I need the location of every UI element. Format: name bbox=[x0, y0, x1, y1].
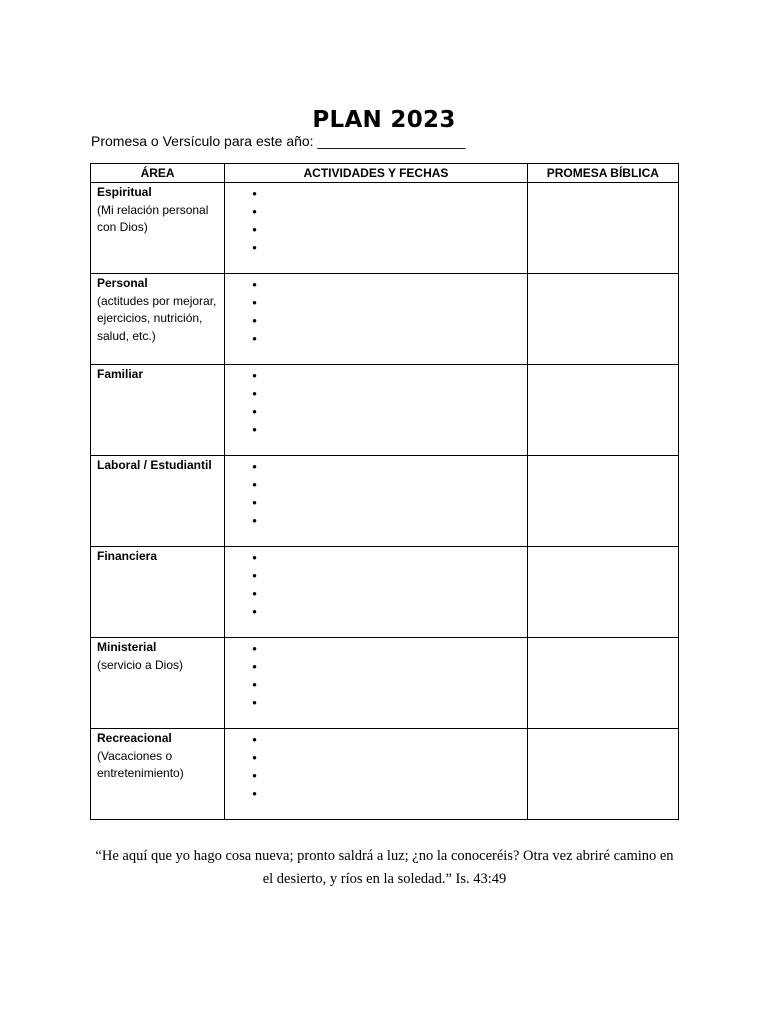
activities-list bbox=[225, 547, 527, 621]
header-activities: ACTIVIDADES Y FECHAS bbox=[225, 164, 528, 183]
area-name: Espiritual bbox=[97, 185, 152, 199]
bullet-item: • bbox=[252, 240, 257, 255]
bullet-item: • bbox=[252, 695, 257, 710]
area-cell bbox=[91, 729, 225, 820]
area-name: Laboral / Estudiantil bbox=[97, 458, 212, 472]
bible-quote: “He aquí que yo hago cosa nueva; pronto saldrá a luz; ¿no la conoceréis? Otra vez abriré camino en el desierto, y ríos en la soledad.” Is. 43:49 bbox=[95, 848, 674, 887]
promise-cell[interactable] bbox=[527, 456, 678, 547]
area-cell bbox=[91, 547, 225, 638]
activities-cell[interactable] bbox=[225, 547, 528, 638]
bullet-item: • bbox=[252, 386, 257, 401]
promise-cell[interactable] bbox=[527, 547, 678, 638]
area-name: Recreacional bbox=[97, 731, 172, 745]
area-name: Ministerial bbox=[97, 640, 157, 654]
bullet-item: • bbox=[252, 277, 257, 292]
bullet-item: • bbox=[252, 295, 257, 310]
area-cell bbox=[91, 638, 225, 729]
table-header-row bbox=[91, 164, 679, 183]
bullet-item: • bbox=[252, 659, 257, 674]
bullet-item: • bbox=[252, 732, 257, 747]
bullet-item: • bbox=[252, 786, 257, 801]
header-area: ÁREA bbox=[91, 164, 225, 183]
bullet-item: • bbox=[252, 477, 257, 492]
bullet-item: • bbox=[252, 550, 257, 565]
bullet-item: • bbox=[252, 586, 257, 601]
table-row bbox=[91, 183, 679, 274]
area-cell bbox=[91, 183, 225, 274]
activities-cell[interactable] bbox=[225, 274, 528, 365]
area-cell bbox=[91, 365, 225, 456]
promise-verse-line: Promesa o Versículo para este año: ___________________ bbox=[91, 133, 466, 149]
activities-cell[interactable] bbox=[225, 456, 528, 547]
promise-cell[interactable] bbox=[527, 274, 678, 365]
bullet-item: • bbox=[252, 513, 257, 528]
table-row bbox=[91, 547, 679, 638]
table-row bbox=[91, 638, 679, 729]
area-name: Familiar bbox=[97, 367, 144, 381]
activities-list bbox=[225, 456, 527, 530]
area-cell bbox=[91, 274, 225, 365]
promise-cell[interactable] bbox=[527, 729, 678, 820]
bullet-item: • bbox=[252, 404, 257, 419]
area-description: (Mi relación personal con Dios) bbox=[97, 202, 209, 234]
bullet-item: • bbox=[252, 768, 257, 783]
bullet-item: • bbox=[252, 459, 257, 474]
bullet-item: • bbox=[252, 422, 257, 437]
table-row bbox=[91, 729, 679, 820]
activities-list bbox=[225, 638, 527, 712]
area-description: (actitudes por mejorar, ejercicios, nutrición, salud, etc.) bbox=[97, 293, 217, 343]
bullet-item: • bbox=[252, 368, 257, 383]
plan-table bbox=[90, 163, 679, 820]
area-name: Personal bbox=[97, 276, 148, 290]
bullet-item: • bbox=[252, 204, 257, 219]
activities-list bbox=[225, 729, 527, 803]
activities-cell[interactable] bbox=[225, 183, 528, 274]
area-name: Financiera bbox=[97, 549, 158, 563]
promise-cell[interactable] bbox=[527, 365, 678, 456]
activities-list bbox=[225, 183, 527, 257]
header-promise: PROMESA BÍBLICA bbox=[527, 164, 678, 183]
activities-cell[interactable] bbox=[225, 729, 528, 820]
bullet-item: • bbox=[252, 495, 257, 510]
activities-list bbox=[225, 365, 527, 439]
promise-cell[interactable] bbox=[527, 638, 678, 729]
table-row bbox=[91, 456, 679, 547]
bullet-item: • bbox=[252, 186, 257, 201]
bullet-item: • bbox=[252, 750, 257, 765]
bullet-item: • bbox=[252, 604, 257, 619]
table-row bbox=[91, 274, 679, 365]
area-description: (servicio a Dios) bbox=[97, 657, 184, 672]
table-row bbox=[91, 365, 679, 456]
bullet-item: • bbox=[252, 331, 257, 346]
activities-cell[interactable] bbox=[225, 638, 528, 729]
promise-cell[interactable] bbox=[527, 183, 678, 274]
bullet-item: • bbox=[252, 313, 257, 328]
bullet-item: • bbox=[252, 677, 257, 692]
page-title: PLAN 2023 bbox=[312, 107, 456, 134]
bullet-item: • bbox=[252, 641, 257, 656]
activities-cell[interactable] bbox=[225, 365, 528, 456]
area-description: (Vacaciones o entretenimiento) bbox=[97, 748, 184, 780]
activities-list bbox=[225, 274, 527, 348]
area-cell bbox=[91, 456, 225, 547]
bullet-item: • bbox=[252, 568, 257, 583]
bullet-item: • bbox=[252, 222, 257, 237]
